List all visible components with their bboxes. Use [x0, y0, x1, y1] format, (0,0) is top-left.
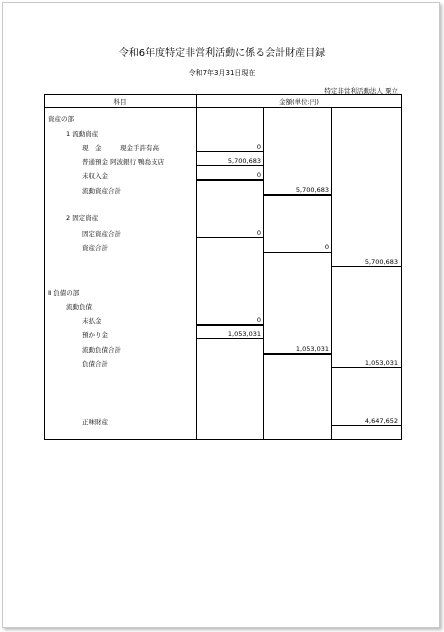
- underline-thick: [264, 353, 331, 355]
- organization-name: 特定非営利活動法人 粟立: [324, 87, 398, 95]
- underline-thick: [197, 324, 263, 326]
- value-current-liab-total: 1,053,031: [295, 345, 329, 353]
- label-current-liab-total: 流動負債合計: [82, 346, 121, 354]
- label-receivable: 未収入金: [82, 172, 108, 180]
- value-fixed-total: 0: [256, 229, 261, 237]
- header-divider: [44, 107, 401, 108]
- label-current-assets: 1 流動資産: [66, 130, 99, 138]
- value-deposit: 5,700,683: [227, 157, 261, 165]
- underline-thick: [264, 194, 331, 196]
- value-net-assets: 4,647,652: [364, 417, 398, 425]
- document-date: 令和7年3月31日現在: [188, 69, 256, 77]
- underline: [332, 367, 401, 368]
- value-cash: 0: [256, 143, 261, 151]
- label-deposits-received: 預かり金: [82, 331, 108, 339]
- underline: [197, 338, 263, 339]
- label-current-total: 流動資産合計: [82, 187, 121, 195]
- value-receivable: 0: [256, 171, 261, 179]
- underline: [264, 252, 331, 253]
- underline: [197, 237, 263, 238]
- label-fixed-total: 固定資産合計: [82, 230, 121, 238]
- value-deposits-received: 1,053,031: [227, 330, 261, 338]
- section-assets: 資産の部: [48, 115, 74, 123]
- underline: [332, 425, 401, 426]
- label-fixed-assets: 2 固定資産: [66, 214, 99, 222]
- underline: [197, 165, 263, 166]
- label-liab-total: 負債合計: [82, 360, 108, 368]
- label-deposit: 普通預金 阿波銀行 鴨島支店: [82, 158, 165, 166]
- label-assets-total: 資産合計: [82, 244, 108, 252]
- document-title: 令和6年度特定非営利活動に係る会計財産目録: [118, 48, 326, 59]
- label-cash-detail: 現金手許有高: [120, 144, 159, 152]
- label-payable: 未払金: [82, 317, 102, 325]
- value-current-total: 5,700,683: [295, 186, 329, 194]
- underline: [332, 266, 401, 267]
- section-liabilities: Ⅱ 負債の部: [48, 289, 80, 297]
- header-item: 科目: [113, 98, 127, 106]
- underline: [197, 151, 263, 152]
- label-net-assets: 正味財産: [82, 418, 108, 426]
- label-cash: 現 金: [82, 144, 102, 152]
- column-divider: [331, 107, 332, 439]
- label-current-liabilities: 流動負債: [66, 303, 92, 311]
- value-assets-total-col3: 0: [324, 243, 329, 251]
- value-assets-total: 5,700,683: [364, 258, 398, 266]
- value-payable: 0: [256, 316, 261, 324]
- header-amount: 金額(単位:円): [279, 98, 319, 106]
- column-divider: [263, 107, 264, 439]
- underline-thick: [197, 179, 263, 181]
- value-liab-total: 1,053,031: [364, 359, 398, 367]
